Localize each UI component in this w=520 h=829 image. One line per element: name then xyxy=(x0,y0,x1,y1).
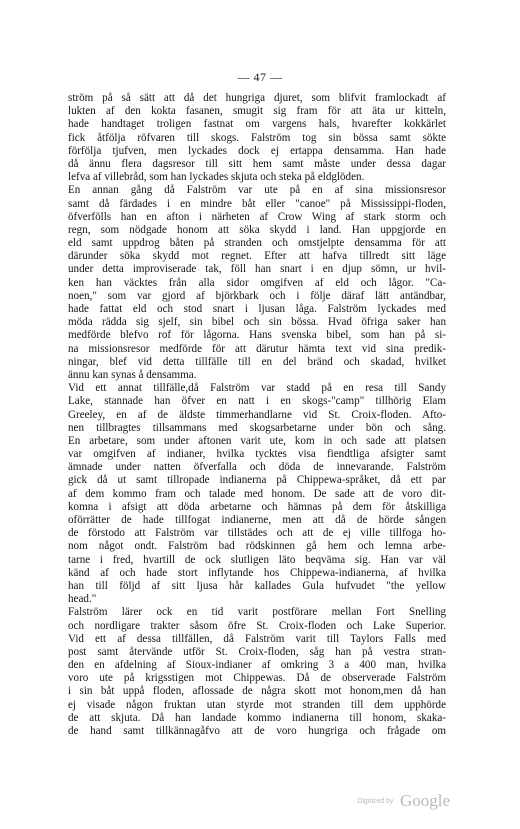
text-line: lukten af den kokta fasanen, smugit sig fram för att äta ur kitteln, xyxy=(68,105,446,118)
text-line: den en afdelning af Sioux-indianer af omkring 3 a 400 man, hvilka xyxy=(68,659,446,672)
text-line: En annan gång då Falström var ute på en af sina missionsresor xyxy=(68,184,446,197)
text-line: ningar, blef vid detta tillfälle till en del bränd och skadad, hvilket xyxy=(68,355,446,368)
text-line: Falström lärer ock en tid varit postförare mellan Fort Snelling xyxy=(68,606,446,619)
text-line: Vid ett af dessa tillfällen, då Falström varit till Taylors Falls med xyxy=(68,632,446,645)
text-line: hade handtaget troligen fastnat om vargens hals, hvarefter kokkärlet xyxy=(68,118,446,131)
text-line: då ännu flera dagsresor till sitt hem samt måste under dessa dagar xyxy=(68,157,446,170)
text-line: na missionsresor medförde för att därutur hämta text vid sina predik- xyxy=(68,342,446,355)
text-line: nen tillbragtes tillsammans med skogsarbetarne under bön och sång. xyxy=(68,421,446,434)
text-line: var omgifven af indianer, hvilka tycktes visa fiendtliga afsigter samt xyxy=(68,448,446,461)
text-line: de förstodo att Falström var tillstädes och att de ej ville tillfoga ho- xyxy=(68,527,446,540)
text-line: regn, som nödgade honom att söka skydd i land. Han uppgjorde en xyxy=(68,223,446,236)
text-line: förfölja tjufven, men lyckades dock ej ertappa densamma. Han hade xyxy=(68,144,446,157)
body-text xyxy=(68,92,446,738)
text-line: ström på så sätt att då det hungriga djuret, som blifvit framlockadt af xyxy=(68,92,446,104)
text-line: Greeley, en af de äldste timmerhandlarne vid St. Croix-floden. Afto- xyxy=(68,408,446,421)
text-line: ej visade någon fruktan utan styrde mot stranden till dem upphörde xyxy=(68,698,446,711)
text-line: Vid ett annat tillfälle,då Falström var stadd på en resa till Sandy xyxy=(68,382,446,395)
text-line: ämnade under natten öfverfalla och döda de innevarande. Falström xyxy=(68,461,446,474)
text-line: tarne i fred, hvartill de ock slutligen läto beqväma sig. Han var väl xyxy=(68,553,446,566)
text-line: eld samt uppdrog båten på stranden och omstjelpte densamma för att xyxy=(68,237,446,250)
text-line: de att skjuta. Då han landade kommo indianerna till honom, skaka- xyxy=(68,711,446,724)
text-line: och nordligare trakter såsom öfre St. Croix-floden och Lake Superior. xyxy=(68,619,446,632)
text-line: öfverfölls han en afton i närheten af Crow Wing af stark storm och xyxy=(68,210,446,223)
text-line: därunder söka skydd mot regnet. Efter att hafva tillredt sitt läge xyxy=(68,250,446,263)
text-line: lefva af villebråd, som han lyckades skjuta och steka på eldglöden. xyxy=(68,171,365,184)
text-line: under detta improviserade tak, föll han snart i en djup sömn, ur hvil- xyxy=(68,263,446,276)
text-line: voro ute på krigsstigen mot Chippewas. Då de observerade Falström xyxy=(68,672,446,685)
text-line: nom något ondt. Falström bad rödskinnen gå hem och lemna arbe- xyxy=(68,540,446,553)
text-line: i sin båt uppå floden, aflossade de några skott mot honom,men då han xyxy=(68,685,446,698)
text-line: möda rädda sig sjelf, sin bibel och sin bössa. Hvad öfriga saker han xyxy=(68,316,446,329)
text-line: gick då ut samt tillropade indianerna på Chippewa-språket, då ett par xyxy=(68,474,446,487)
text-line: post samt återvände utför St. Croix-floden, såg han på vestra stran- xyxy=(68,645,446,658)
text-line: ken han väcktes från alla sidor omgifven af eld och lågor. "Ca- xyxy=(68,276,446,289)
digitized-by-google-watermark xyxy=(357,791,450,811)
text-line: de hand samt tillkännagåfvo att de voro hungriga och frågade om xyxy=(68,725,446,737)
watermark-brand: Google xyxy=(399,791,450,810)
text-line: noen," som var gjord af björkbark och i följe däraf lätt antändbar, xyxy=(68,289,446,302)
text-line: oförrätter de hade tillfogat indianerne, men att då de hörde sången xyxy=(68,514,446,526)
text-line: medförde blefvo rof för lågorna. Hans svenska bibel, som han på si- xyxy=(68,329,446,342)
text-line: komna i afsigt att döda arbetarne och hämnas på dem för åtskilliga xyxy=(68,500,446,513)
text-line: ännu kan synas å densamma. xyxy=(68,368,197,381)
text-line: En arbetare, som under aftonen varit ute, kom in och sade att platsen xyxy=(68,434,446,447)
text-line: head." xyxy=(68,593,97,606)
text-line: Lake, stannade han öfver en natt i en skogs-"camp" tillhörig Elam xyxy=(68,395,446,408)
page-number: — 47 — xyxy=(237,70,283,84)
text-line: han till följd af sitt ljusa hår kallades Gula hufvudet "the yellow xyxy=(68,579,446,592)
text-line: fick åtfölja röfvaren till skogs. Falström tog sin bössa samt sökte xyxy=(68,131,446,144)
text-line: af dem kommo fram och talade med honom. De sade att de voro dit- xyxy=(68,487,446,500)
text-line: samt då färdades i en mindre båt eller "canoe" på Mississippi-floden, xyxy=(68,197,446,210)
text-line: känd af och hade stort inflytande hos Chippewa-indianerna, af hvilka xyxy=(68,566,446,579)
watermark-prefix: Digitized by xyxy=(357,797,394,805)
text-line: hade fattat eld och stod snart i ljusan låga. Falström lyckades med xyxy=(68,303,446,315)
